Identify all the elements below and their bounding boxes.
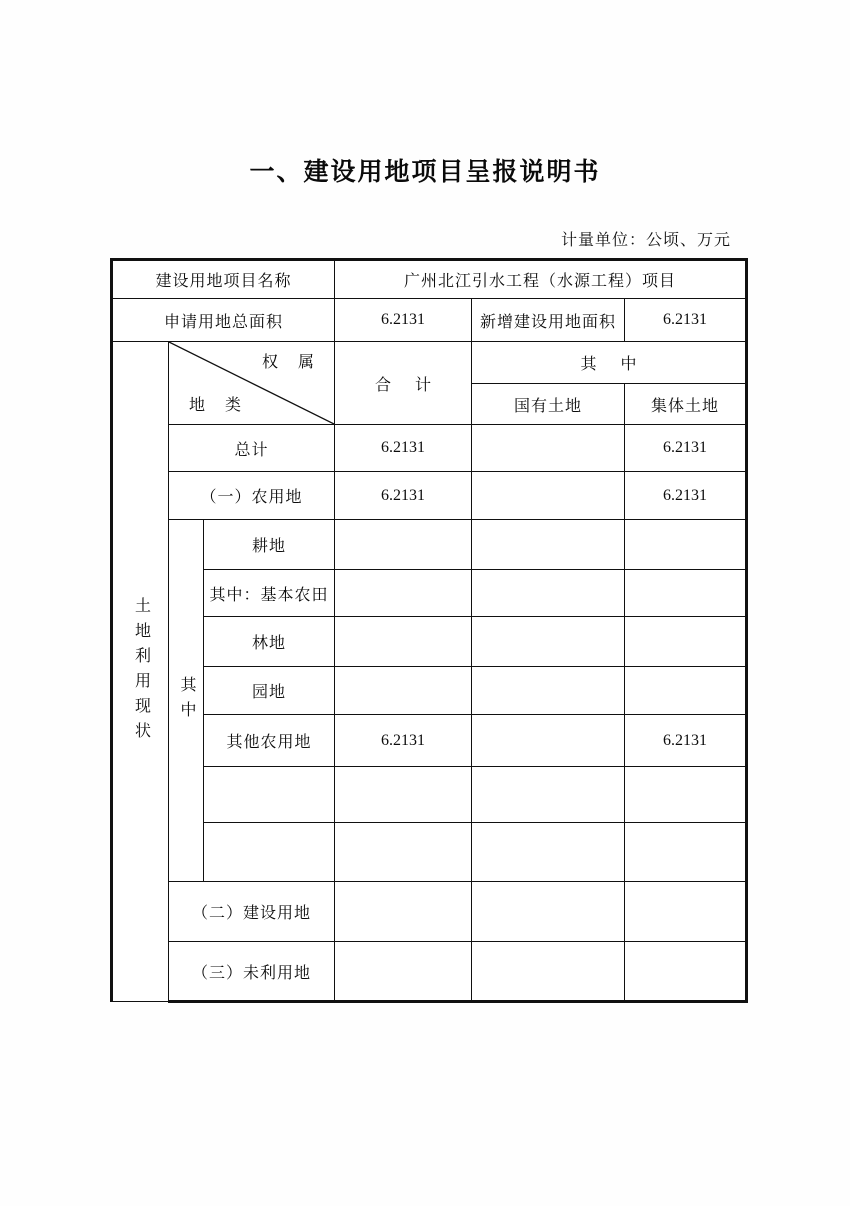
table-row — [112, 667, 747, 715]
page-title: 一、建设用地项目呈报说明书 — [249, 159, 601, 186]
row-label-unused-land: （三）未利用地 — [169, 942, 335, 1002]
table-row — [112, 617, 747, 667]
table-row — [112, 823, 747, 882]
row-value-collective — [625, 942, 747, 1002]
table-row — [112, 715, 747, 767]
table-row — [112, 767, 747, 823]
row-label-blank — [204, 767, 335, 823]
row-value-total — [335, 570, 472, 617]
row-value-collective: 6.2131 — [625, 715, 747, 767]
row-value-total — [335, 767, 472, 823]
row-value-state-owned — [472, 942, 625, 1002]
row-value-collective — [625, 823, 747, 882]
table-row — [112, 472, 747, 520]
table-row — [112, 425, 747, 472]
table-row-total-area — [112, 299, 747, 342]
header-corner-cell — [169, 342, 335, 425]
row-label-garden-land: 园地 — [204, 667, 335, 715]
row-value-collective — [625, 767, 747, 823]
row-value-total — [335, 667, 472, 715]
row-value-total: 6.2131 — [335, 715, 472, 767]
subgroup-label-within — [169, 520, 204, 882]
row-value-state-owned — [472, 472, 625, 520]
row-value-collective — [625, 617, 747, 667]
table-row — [112, 882, 747, 942]
header-col-collective: 集体土地 — [625, 384, 747, 425]
row-value-total — [335, 882, 472, 942]
project-name-value: 广州北江引水工程（水源工程）项目 — [335, 260, 747, 299]
row-value-total: 6.2131 — [335, 425, 472, 472]
total-area-value: 6.2131 — [335, 299, 472, 342]
row-value-state-owned — [472, 667, 625, 715]
row-value-collective — [625, 882, 747, 942]
land-use-table — [110, 258, 748, 1003]
header-col-group: 其 中 — [472, 342, 747, 384]
row-label-other-agricultural-land: 其他农用地 — [204, 715, 335, 767]
row-label-cultivated-land: 耕地 — [204, 520, 335, 570]
row-value-state-owned — [472, 425, 625, 472]
new-construction-label: 新增建设用地面积 — [472, 299, 625, 342]
row-value-collective — [625, 520, 747, 570]
table-row-project-name — [112, 260, 747, 299]
row-label-grand-total: 总计 — [169, 425, 335, 472]
header-landtype-label: 地 类 — [189, 397, 250, 414]
row-value-collective: 6.2131 — [625, 425, 747, 472]
row-label-blank — [204, 823, 335, 882]
row-value-state-owned — [472, 570, 625, 617]
row-label-forest-land: 林地 — [204, 617, 335, 667]
row-value-state-owned — [472, 882, 625, 942]
row-value-state-owned — [472, 715, 625, 767]
row-label-basic-farmland: 其中：基本农田 — [204, 570, 335, 617]
side-label-text: 土地利用现状 — [132, 596, 150, 747]
row-value-state-owned — [472, 823, 625, 882]
table-row — [112, 942, 747, 1002]
table-row — [112, 570, 747, 617]
row-value-state-owned — [472, 520, 625, 570]
new-construction-value: 6.2131 — [625, 299, 747, 342]
row-value-total — [335, 617, 472, 667]
side-label-land-use-status — [112, 342, 169, 1002]
row-value-total — [335, 520, 472, 570]
row-value-collective — [625, 667, 747, 715]
row-value-total — [335, 942, 472, 1002]
subgroup-label-text: 其中 — [178, 675, 195, 726]
row-value-collective — [625, 570, 747, 617]
row-value-state-owned — [472, 617, 625, 667]
total-area-label: 申请用地总面积 — [112, 299, 335, 342]
project-name-label: 建设用地项目名称 — [112, 260, 335, 299]
header-ownership-label: 权 属 — [262, 354, 323, 371]
row-value-state-owned — [472, 767, 625, 823]
header-col-total: 合 计 — [335, 342, 472, 425]
table-row — [112, 520, 747, 570]
table-row-column-header-top — [112, 342, 747, 384]
row-value-total — [335, 823, 472, 882]
row-value-total: 6.2131 — [335, 472, 472, 520]
header-col-state-owned: 国有土地 — [472, 384, 625, 425]
row-value-collective: 6.2131 — [625, 472, 747, 520]
land-use-table-wrapper — [110, 258, 745, 1000]
measurement-unit-note: 计量单位：公顷、万元 — [560, 232, 731, 249]
row-label-agricultural-land: （一）农用地 — [169, 472, 335, 520]
row-label-construction-land: （二）建设用地 — [169, 882, 335, 942]
